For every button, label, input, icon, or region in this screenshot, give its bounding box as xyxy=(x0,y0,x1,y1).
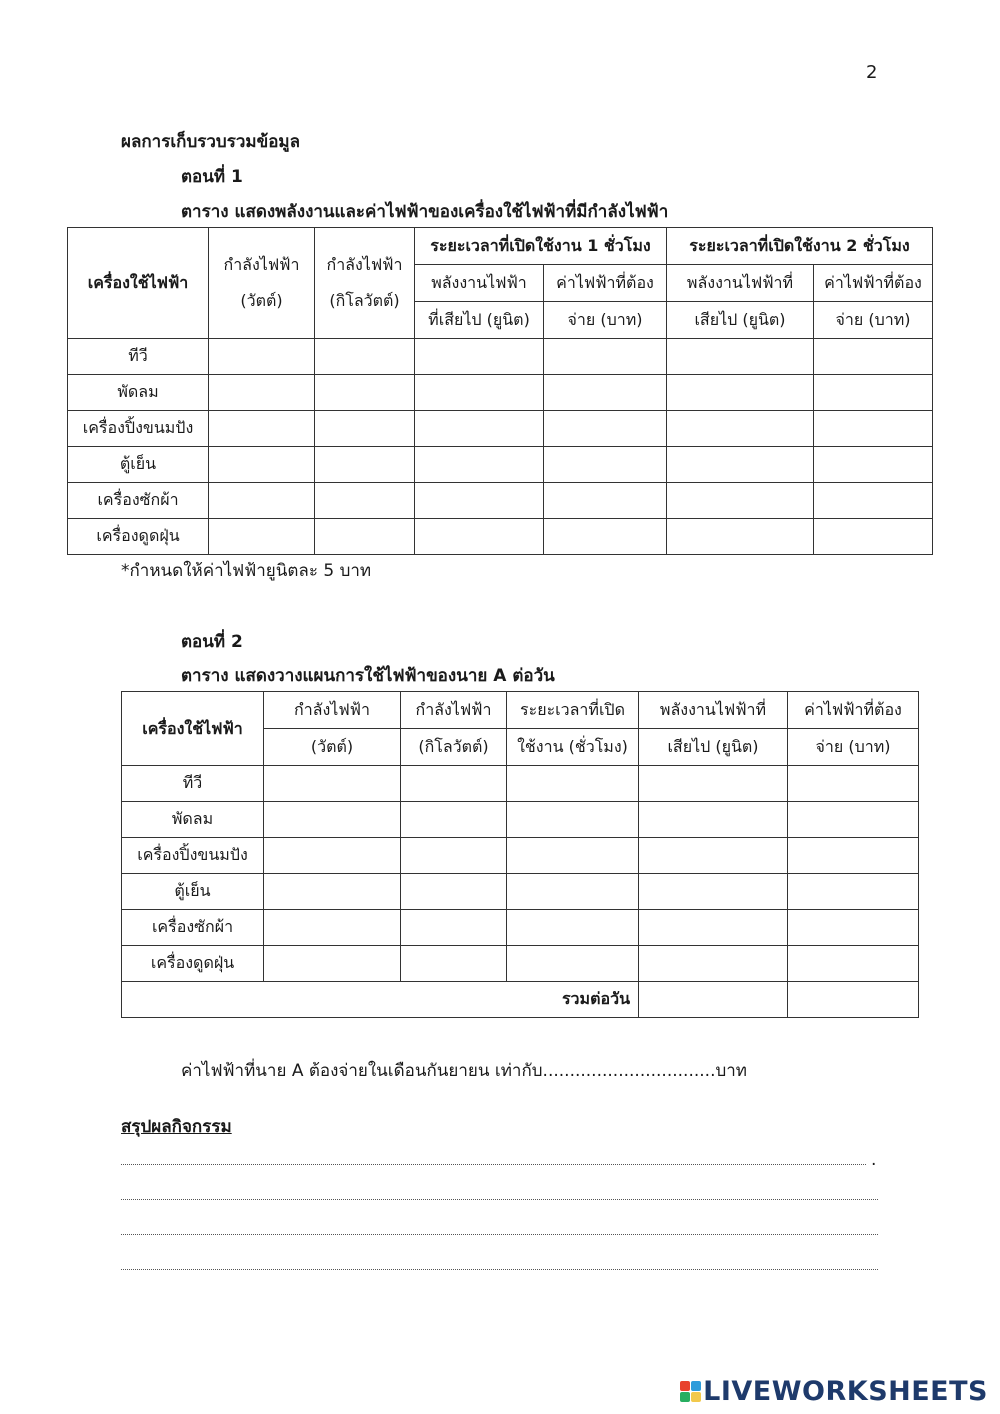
t2-header-hours-line1: ระยะเวลาที่เปิด xyxy=(507,692,639,729)
part2-table-body xyxy=(122,766,919,982)
header-power-kilowatt-line1: กำลังไฟฟ้า xyxy=(326,255,403,274)
table-row xyxy=(68,483,933,519)
t2-input-cell[interactable] xyxy=(401,910,507,946)
header-energy-1h-line1: พลังงานไฟฟ้า xyxy=(415,265,544,302)
t1-appliance-cell: เครื่องดูดฝุ่น xyxy=(68,519,209,555)
t1-input-cell[interactable] xyxy=(667,483,814,519)
t1-input-cell[interactable] xyxy=(415,339,544,375)
t2-input-cell[interactable] xyxy=(507,802,639,838)
t2-header-energy-line1: พลังงานไฟฟ้าที่ xyxy=(639,692,788,729)
monthly-cost-line xyxy=(181,1057,747,1084)
section-heading: ผลการเก็บรวบรวมข้อมูล xyxy=(121,132,301,152)
t2-input-cell[interactable] xyxy=(788,766,919,802)
page-number: 2 xyxy=(866,62,878,83)
t1-input-cell[interactable] xyxy=(315,375,415,411)
header-power-watt-line1: กำลังไฟฟ้า xyxy=(223,255,300,274)
header-cost-1h-line2: จ่าย (บาท) xyxy=(544,302,667,339)
t2-appliance-cell: เครื่องดูดฝุ่น xyxy=(122,946,264,982)
t1-input-cell[interactable] xyxy=(315,339,415,375)
t2-header-power-kilowatt-line2: (กิโลวัตต์) xyxy=(401,729,507,766)
t1-input-cell[interactable] xyxy=(209,483,315,519)
t1-input-cell[interactable] xyxy=(667,411,814,447)
t2-input-cell[interactable] xyxy=(264,910,401,946)
t1-input-cell[interactable] xyxy=(667,447,814,483)
t2-header-power-watt-line1: กำลังไฟฟ้า xyxy=(264,692,401,729)
t2-input-cell[interactable] xyxy=(639,838,788,874)
t2-input-cell[interactable] xyxy=(788,802,919,838)
t2-input-cell[interactable] xyxy=(264,766,401,802)
t2-appliance-cell: ตู้เย็น xyxy=(122,874,264,910)
table-row xyxy=(122,802,919,838)
t1-input-cell[interactable] xyxy=(315,519,415,555)
t2-input-cell[interactable] xyxy=(264,802,401,838)
t1-input-cell[interactable] xyxy=(544,375,667,411)
header-group-2-hour: ระยะเวลาที่เปิดใช้งาน 2 ชั่วโมง xyxy=(667,228,933,265)
header-power-watt-line2: (วัตต์) xyxy=(240,291,283,310)
table-row xyxy=(122,946,919,982)
t2-input-cell[interactable] xyxy=(639,802,788,838)
t1-input-cell[interactable] xyxy=(544,483,667,519)
t2-input-cell[interactable] xyxy=(401,802,507,838)
header-group-1-hour: ระยะเวลาที่เปิดใช้งาน 1 ชั่วโมง xyxy=(415,228,667,265)
t2-input-cell[interactable] xyxy=(639,874,788,910)
t1-input-cell[interactable] xyxy=(667,339,814,375)
table-row xyxy=(122,766,919,802)
t1-appliance-cell: ทีวี xyxy=(68,339,209,375)
t1-input-cell[interactable] xyxy=(814,519,933,555)
table-row xyxy=(68,339,933,375)
t2-input-cell[interactable] xyxy=(639,946,788,982)
monthly-cost-suffix: บาท xyxy=(715,1061,748,1081)
part2-table xyxy=(121,691,919,1018)
table-row xyxy=(68,375,933,411)
t2-appliance-cell: เครื่องซักผ้า xyxy=(122,910,264,946)
t1-appliance-cell: ตู้เย็น xyxy=(68,447,209,483)
part1-table xyxy=(67,227,933,555)
t2-input-cell[interactable] xyxy=(401,766,507,802)
summary-line-2[interactable] xyxy=(121,1199,878,1200)
table-row xyxy=(68,519,933,555)
header-power-kilowatt-line2: (กิโลวัตต์) xyxy=(329,291,400,310)
logo-text: LIVEWORKSHEETS xyxy=(703,1375,988,1407)
t2-input-cell[interactable] xyxy=(639,910,788,946)
part1-caption: ตาราง แสดงพลังงานและค่าไฟฟ้าของเครื่องใช้ไฟฟ้าที่มีกำลังไฟฟ้า xyxy=(181,202,669,222)
t2-input-cell[interactable] xyxy=(264,946,401,982)
t2-input-cell[interactable] xyxy=(507,946,639,982)
t2-input-cell[interactable] xyxy=(401,874,507,910)
t1-input-cell[interactable] xyxy=(544,447,667,483)
t2-appliance-cell: ทีวี xyxy=(122,766,264,802)
t1-input-cell[interactable] xyxy=(209,339,315,375)
liveworksheets-logo xyxy=(680,1376,988,1406)
t2-input-cell[interactable] xyxy=(264,838,401,874)
header-power-kilowatt xyxy=(315,228,415,339)
summary-line-3[interactable] xyxy=(121,1234,878,1235)
header-energy-1h-line2: ที่เสียไป (ยูนิต) xyxy=(415,302,544,339)
t1-input-cell[interactable] xyxy=(814,375,933,411)
t1-appliance-cell: พัดลม xyxy=(68,375,209,411)
t2-header-hours-line2: ใช้งาน (ชั่วโมง) xyxy=(507,729,639,766)
t1-input-cell[interactable] xyxy=(209,375,315,411)
t2-total-cost-input[interactable] xyxy=(788,982,919,1018)
t2-input-cell[interactable] xyxy=(507,910,639,946)
t1-input-cell[interactable] xyxy=(544,411,667,447)
t1-appliance-cell: เครื่องซักผ้า xyxy=(68,483,209,519)
t1-input-cell[interactable] xyxy=(667,519,814,555)
summary-heading: สรุปผลกิจกรรม xyxy=(121,1117,232,1137)
t1-input-cell[interactable] xyxy=(209,447,315,483)
t2-input-cell[interactable] xyxy=(507,838,639,874)
table-row xyxy=(68,411,933,447)
part1-table-body xyxy=(68,339,933,555)
t2-input-cell[interactable] xyxy=(639,766,788,802)
t2-total-label: รวมต่อวัน xyxy=(122,982,639,1018)
t2-input-cell[interactable] xyxy=(401,946,507,982)
t1-input-cell[interactable] xyxy=(209,519,315,555)
part1-label: ตอนที่ 1 xyxy=(181,167,243,187)
summary-line-1[interactable] xyxy=(121,1164,866,1165)
part2-caption: ตาราง แสดงวางแผนการใช้ไฟฟ้าของนาย A ต่อวัน xyxy=(181,666,555,686)
table-row xyxy=(68,447,933,483)
t1-input-cell[interactable] xyxy=(415,519,544,555)
t2-input-cell[interactable] xyxy=(788,946,919,982)
t1-input-cell[interactable] xyxy=(415,411,544,447)
t2-input-cell[interactable] xyxy=(507,766,639,802)
t2-input-cell[interactable] xyxy=(264,874,401,910)
t1-input-cell[interactable] xyxy=(415,375,544,411)
t1-input-cell[interactable] xyxy=(667,375,814,411)
t2-total-row xyxy=(122,982,919,1018)
header-cost-1h-line1: ค่าไฟฟ้าที่ต้อง xyxy=(544,265,667,302)
header-energy-2h-line1: พลังงานไฟฟ้าที่ xyxy=(667,265,814,302)
header-appliance: เครื่องใช้ไฟฟ้า xyxy=(68,228,209,339)
t2-input-cell[interactable] xyxy=(401,838,507,874)
monthly-cost-prefix: ค่าไฟฟ้าที่นาย A ต้องจ่ายในเดือนกันยายน เท่ากับ xyxy=(181,1061,543,1081)
t2-header-cost-line2: จ่าย (บาท) xyxy=(788,729,919,766)
t1-input-cell[interactable] xyxy=(315,447,415,483)
t1-input-cell[interactable] xyxy=(209,411,315,447)
t1-appliance-cell: เครื่องปิ้งขนมปัง xyxy=(68,411,209,447)
t2-appliance-cell: พัดลม xyxy=(122,802,264,838)
t2-input-cell[interactable] xyxy=(788,874,919,910)
t1-input-cell[interactable] xyxy=(415,483,544,519)
t2-total-energy-input[interactable] xyxy=(639,982,788,1018)
table-row xyxy=(122,910,919,946)
t2-input-cell[interactable] xyxy=(788,910,919,946)
t2-header-cost-line1: ค่าไฟฟ้าที่ต้อง xyxy=(788,692,919,729)
t2-header-power-watt-line2: (วัตต์) xyxy=(264,729,401,766)
summary-line-4[interactable] xyxy=(121,1269,878,1270)
part2-label: ตอนที่ 2 xyxy=(181,632,243,652)
header-cost-2h-line1: ค่าไฟฟ้าที่ต้อง xyxy=(814,265,933,302)
t1-input-cell[interactable] xyxy=(814,411,933,447)
summary-line-1-end: . xyxy=(871,1150,877,1170)
t2-header-power-kilowatt-line1: กำลังไฟฟ้า xyxy=(401,692,507,729)
table-row xyxy=(122,874,919,910)
header-cost-2h-line2: จ่าย (บาท) xyxy=(814,302,933,339)
t1-input-cell[interactable] xyxy=(814,339,933,375)
t2-header-appliance: เครื่องใช้ไฟฟ้า xyxy=(122,692,264,766)
t1-input-cell[interactable] xyxy=(415,447,544,483)
t2-input-cell[interactable] xyxy=(507,874,639,910)
header-power-watt xyxy=(209,228,315,339)
t1-input-cell[interactable] xyxy=(814,483,933,519)
t2-appliance-cell: เครื่องปิ้งขนมปัง xyxy=(122,838,264,874)
logo-grid-icon xyxy=(680,1381,701,1402)
t2-header-energy-line2: เสียไป (ยูนิต) xyxy=(639,729,788,766)
t1-input-cell[interactable] xyxy=(315,483,415,519)
t1-input-cell[interactable] xyxy=(544,339,667,375)
part1-note: *กำหนดให้ค่าไฟฟ้ายูนิตละ 5 บาท xyxy=(121,561,372,581)
t2-input-cell[interactable] xyxy=(788,838,919,874)
t1-input-cell[interactable] xyxy=(814,447,933,483)
t1-input-cell[interactable] xyxy=(544,519,667,555)
t1-input-cell[interactable] xyxy=(315,411,415,447)
monthly-cost-blank[interactable]: ................................ xyxy=(542,1061,716,1081)
table-row xyxy=(122,838,919,874)
header-energy-2h-line2: เสียไป (ยูนิต) xyxy=(667,302,814,339)
